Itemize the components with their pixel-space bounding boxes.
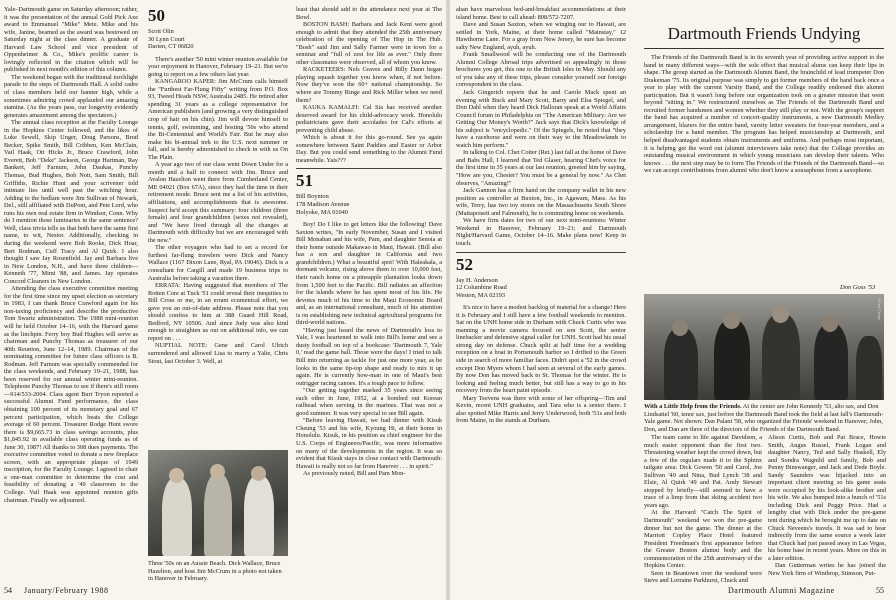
right-column-2 <box>644 434 762 584</box>
paragraph: BOSTON BASH: Barbara and Jack Kent were good enough to admit that they attended the 25th anniversary celebration of the opening of The Hop in The Hub. "Bosh" said Jim and Sally Farmer were in town for a seminar and "full of zest for life as ever." Only three other classmates were observed, all of whom you know. <box>296 21 442 66</box>
paragraph: KAUKA KAMALFI: Cal Sia has received another deserved award for his child-advocacy work. Honolulu pediatricians gave their accolades for Cal's efforts at preventing child abuse. <box>296 104 442 134</box>
photo-caption: Three '50s on an Aussie Beach. Dick Wallace, Bruce Hazelton, and host Jim McCrum in a photo not taken in Hanover in February. <box>148 560 282 582</box>
address-line: 178 Madison Avenue <box>296 201 350 209</box>
paragraph: ahan have marvelous bed-and-breakfast accommodations at their island home. Best to call ahead: 808/572-7207. <box>456 6 626 21</box>
paragraph: Attending the class executive committee meeting for the first time since my upset election as secretary in 1983, I can thank Bruce Crawford again for his non-taxing proficiency and describe the productive Tom Swartz administration. The 1988 mini-reunion will be held October 14–16, with the Harvard game as the linchpin. Ferry boy Bud Hughes will serve as chairman and Punchy Thomas as treasurer of our 40th Reunion, June 12–14, 1989. Chairman of the nominating committee for future class officers is B. Rodman. Jeff Farnum was specially commended for the class weekends, and February 19–21, 1988, has been reserved for our annual winter mini-reunion. Telephone Punchy Thomas to see if there's still room—914/533-2004. Class agent Burt Tryon reported a successful Alumni Fund performance, the class obtaining 100 percent of its monetary goal and 67 percent participation, which beats the College average of 60 percent. Treasurer Rodge Hunt swore there is $9,665.73 in class savings accounts, plus $1,845.92 in available class operating funds as of June 30, 1987! All thanks to 308 dues payments. The executive committee voted to donate a new fireplace screen, with an appropriate plaque of 1949 inscription, for the Faculty Lounge. I agreed to chair a one-man committee to determine the cost and feasibility of donating a '49 classroom to the College. Vail Haak was appointed reunion gifts chairman. Finally we adjourned. <box>4 285 138 504</box>
class-secretary-address <box>148 28 288 51</box>
band-photo <box>644 294 884 400</box>
right-column-1 <box>456 6 626 582</box>
class-number: 52 <box>456 254 473 274</box>
paragraph: There's another '50 mini winter reunion available for your enjoyment in Hanover, February 19–21. But we're going to report on a few others last year. <box>148 55 288 78</box>
class-secretary-address <box>296 193 442 216</box>
magazine-name: Dartmouth Alumni Magazine <box>728 586 835 595</box>
paragraph: The weekend began with the traditional torchlight parade to the steps of Dartmouth Hall. A solid cadre of class members held our banner high, while a sometimes admiring crowd applauded our amazing stamina. (As the years pass, our longevity evidently generates amazement among the spectators.) <box>4 73 138 119</box>
class-number: 51 <box>296 171 313 191</box>
section-divider <box>456 252 626 253</box>
left-column-3 <box>296 6 442 582</box>
address-line: Jay H. Anderson <box>456 276 498 284</box>
paragraph: NUPTIAL NOTE: Gene and Carol Ulrich surrendered and allowed Lisa to marry a Yalie, Chris Stout, last October 3. Well, at <box>148 342 288 365</box>
paragraph: Dan Gutterman writes he has joined the New York firm of Winthrop, Stimson, Put- <box>768 562 886 577</box>
right-column-3 <box>768 434 886 584</box>
section-divider <box>296 168 442 169</box>
paragraph: ERRATA: Having suggested that members of The Rotten Core at Tuck '51 could reveal their inequities to Bill Cross or me, in an errant ecumenical effort, we gave you an out-of-date address. Please note that you should confess to him at 388 Guard Hill Road, Bedford, NY 10506. And since Judy was also kind enough to straighten us out on additional info, we can report on . . . <box>148 282 288 342</box>
feature-author-credit: Don Goss '53 <box>840 284 876 291</box>
address-line: Holyoke, MA 01040 <box>296 208 348 216</box>
paragraph: Boy! Do I like to get letters like the following! Dave Saxton writes, "In early November, Susan and I visited Bill Monahan and his wife, Pam, and daughter Senoia at their home outside Makawao in Maui, Hawaii. (Bill also has a son and daughter in California and two grandchildren.) What a beautiful spot! With Haleakala, a dormant volcano, rising above them to over 10,000 feet, their ranch home on a pineapple plantation looks down from 1,500 feet to the Pacific. Bill radiates an affection for the islands where he has spent most of his life. He devotes much of his time to the Maui Economic Board and, as an international consultant, much of his attention is on establishing new technical agricultural programs for third-world nations. <box>296 221 442 327</box>
paragraph: Alison Curtis, Bob and Pat Brace, Howie Smith, Angus Russel, Frank Logan and daughter Nancy, Ted and Sally Haskell, Ely and Sondra Wagnild and family, Bob and Penny Binswanger, and Jack and Dede Boyle. Sandy Saunders was hijacked into an important client meeting so his game seats were occupied by his look-alike brother and his wife. We also bumped into a bunch of '51s including Dick and Peggy Price. Had a lengthy chat with Dick under the pre-game tent during which he brought me up to date on Chuck Neveens's travels. It was sad to hear indirectly from the same source a week later that Chuck had just passed away in Las Vegas, his home base in recent years. More on this in a later edition. <box>768 434 886 562</box>
page-number: 54 <box>4 586 12 595</box>
paragraph: It's nice to have a modest backlog of material for a change! Here it is February and I still have a few football weekends to mention. Sat on the UNH home side in Durham with Chuck Curtis who was manning a movie camera focused on son Scott, the senior linebacker and defensive signal caller for UNH. Scott had his usual strong day on defense. Chuck split at half time for a wedding reception on a boat in Portsmouth harbor so I drifted to the Green side in search of more familiar faces. Didn't spot a '52 in the crowd except Don Myers whom I had seen at several of the early games. By now Don has moved back to St. Thomas for the winter. He is looking and feeling much better, but still has a way to go in his recovery from the heart paint episode. <box>456 304 626 395</box>
paragraph: RACKETEERS: Nels Graves and Billy Dann began playing squash together you know when, if not before. Now they've won the 60+ national championship. So where are Tommy Ringe and Rick Miller when we need them? <box>296 66 442 104</box>
paragraph: A year ago two of our class went Down Under for a month and a half to connect with Jim. Bruce and Avalon Hazelton went there from Cumberland Center, ME 04021 (Box 67A), since they had the time in their retirement mode. Bruce sent me a list of his activities, affiliations, and accomplishments that is awesome. Suspect he'd accept this summary: four children (three female) and four grandchildren (sexes not revealed), and "We have lived through all the changes at Dartmouth with difficulty but we are encouraged with the new." <box>148 161 288 244</box>
caption-text: At the center are John Kennedy '53, alto sax, and Don Lindsattel '60, tenor sax, just before the Dartmouth Band took the field at last fall's Dartmouth-Yale game. Not shown: Dan Palant '58, who organized the Friends' weekend in Hanover; John, Don, and Dan are three of the directors of the Friends of the Dartmouth Band. <box>644 403 884 433</box>
paragraph: "Before leaving Hawaii, we had dinner with Kisuk Cheung '53 and his wife, Kyoung Hi, at their home in Honolulu. Kisuk, in his position as chief engineer for the U.S. Corps of Engineers/Pacific, was more informative on many of the developments in the region. It was so evident that Kisuk stays in close contact with Dartmouth: Hawaii is really not so far from Hanover . . . in spirit." <box>296 417 442 470</box>
left-column-2 <box>148 6 288 446</box>
address-line: Bill Boynton <box>296 193 329 201</box>
caption-lead: With a Little Help from the Friends. <box>644 403 742 410</box>
paragraph: As previously noted, Bill and Pam Mon- <box>303 470 406 478</box>
class-number: 50 <box>148 6 165 25</box>
class-secretary-address <box>456 277 626 300</box>
paragraph: Jack Gannon has a firm hand on the company wallet in his new position as controller at Buxton, Inc., in Agawam, Mass. As his wife, Terry, has two toy stores on the Massachusetts South Shore (Mattapoisett and Falmouth), he is commuting home on weekends. <box>456 187 626 217</box>
paragraph: The team came to life against Davidson, a much easier opponent than the first two. Threatening weather kept the crowd down, but a few of the regulars made it to the Sphinx tailgate area: Dick Gowen '50 and Carol, Joe Sullivan '49 and Nina, Bud Lynch '38 and Elsie, Al Quirk '49 and Pat. Andy Stewart stopped by briefly—still seemed to have a trace of a limp from that skiing accident two years ago. <box>644 434 762 509</box>
address-line: Weston, MA 02193 <box>456 291 505 299</box>
address-line: 30 Lynn Court <box>148 35 185 43</box>
aussie-beach-photo <box>148 450 288 556</box>
page-number: 55 <box>876 586 884 595</box>
paragraph: In talking to Col. Chet Cotter (Ret.) last fall at the home of Dave and Babs Hall, I learned that Ted Glaser, hearing Chet's voice for the first time in 35 years at our last reunion, greeted him by saying, "How are you, Chester? You must be a general by now." As Chet observes, "Amazing!" <box>456 149 626 187</box>
paragraph: Frank Smallwood will be conducting one of the Dartmouth Alumni College Abroad trips advertised so appealingly in those brochures you get, this one to the British Isles in May. Should any of you take any of these trips, please consider yourself our foreign correspondent to the class. <box>456 51 626 89</box>
paragraph: Which is about it for this go-round. See ya again somewhere between Saint Paddies and Easter or Arbor Day. But you could send something to the Alumni Fund meanwhile. Yais??? <box>296 134 442 164</box>
paragraph: KANGAROO KAPER: Jim McCrum calls himself the "Furthest Far-Flung Fifty" writing from P.O. Box 93, Tweed Heads NSW, Australia 2485. He retired after spending 31 years as a college representative for American publishers (and growing a very distinguished crop of hair on his chin). Jim will devote himself to tennis, golf, swimming, and hosting '50s who attend the Bi-Centennial and World's Fair. But he may also make his bi-annual trek to the U.S. next summer or fall, and is hereby admonished to check in with us On The Plain. <box>148 78 288 161</box>
photo-credit: Allen Crane <box>877 298 882 320</box>
paragraph: Dave and Susan Saxton, when we winging our to Hawaii, are settled in York, Maine, at their home called "Mainstay," 12 Hawthorne Lane. For a gray from New Jersey, he sure has become salty New England, ayuh, ayuh. <box>456 21 626 51</box>
feature-title: Dartmouth Friends Undying <box>644 24 884 49</box>
address-line: Scott Olin <box>148 28 174 35</box>
issue-date: January/February 1988 <box>24 586 109 595</box>
paragraph: The other voyagers who had to set a record for furthest far-flung travelers were Dick and Nancy Wallace (1167 Dixon Lane, Ryal, PA 19046). Dick is a consultant for Cargill and made 19 business trips to Australia before taking a vacation there. <box>148 244 288 282</box>
paragraph: "Having just heard the news of Dartmouth's loss to Yale, I was heartened to walk into Bill's home and see a dusty football on top of a bookcase: 'Dartmouth 7, Yale 0,' read the game ball. Those were the days! I tried to talk Bill into returning as tackle for just one more year, as he looks in the same tip-top shape and ready to mix it up again. He is currently how-man in one of Maui's best outrigger racing canoes. It's a tough pace to follow. <box>296 326 442 387</box>
paragraph: Yale–Dartmouth game on Saturday afternoon; rather, it was the presentation of the annual Gold Pick Axe award to Emmanuel "Mike" Mete. Mike and his wife, Janine, beamed as the award was bestowed on Saturday night at the class dinner. A graduate of Harvard Law School and vice president of Oppenheimer & Co., Mike's prolific career is lovingly reflected in the citation which will be published in next month's edition of this column. <box>4 6 138 74</box>
band-photo-caption <box>644 403 884 433</box>
feature-body <box>644 54 884 280</box>
paragraph: "Our getting together marked 35 years since seeing each other in June, 1952, at a bombed out Korean railhead when serving in the marines. That was not a good summer. It was very special to see Bill again. <box>296 387 442 417</box>
address-line: Darien, CT 06820 <box>148 43 194 51</box>
paragraph: Jack Gingerich reports that he and Carole Mack spent an evening with Buck and Mary Scott, Barry and Elsa Spiegel, and Don Dahl when they heard Dick Halloran speak at a World Affairs Council forum in Philadelphia on "The American Military: Are we Getting Our Money's Worth?" Jack says that Dick's knowledge of his subject is "encyclopedic." Of the Spiegels, he noted that "they have a racehorse and were on their way to the Meadowlands to watch him perform." <box>456 89 626 149</box>
left-column-1 <box>4 6 138 582</box>
paragraph: At the Harvard "Catch The Spirit of Dartmouth" weekend we won the pre-game dinner but not the game. The dinner at the Marriott Copley Place Hotel featured President Freedman's first appearance before the Greater Boston alumni body and the commemoration of the 25th anniversary of the Hopkins Center. <box>644 509 762 570</box>
paragraph: The annual class reception at the Faculty Lounge in the Hopkins Center followed, and the likes of Luke Sewell, Skip Unger, Doug Parsons, Brud Becker, Spike Smith, Bill Cribben, Ken McClain, Vail Haak, Ott Hicks Jr., Bruce Crawford, John Everett, Bob "Deke" Jackson, George Hartman, Ray Bankert, Jeff Farnum, John Daukas, Punchy Thomas, Bud Hughes, Bob Nott, Sam Smith, Bill Griffiths, Richie Hunt and your scrivener told intimate lies until well past the witching hour. Adding to the bedlam were Jim Sullivan of Newark, Del., still affiliated with DuPont, and Pete Lord, who runs his own real estate firm in Windsor, Conn. Why do I mention those luminaries in the same sentence? Well, class trivia tells us that both have the same first name, to wit, Nestor. Additionally, checking in during the weekend were Bob Rooke, Dick Hoar, Bert Rodman, Cuff Tracy and Al Quirk. I also thought I saw Jay Rosenfield. Jay and Barbara live in New London, N.H., and have three children—Kenneth '77, Mimi '88, and James. Jay operates Concord Cleaners in New London. <box>4 119 138 285</box>
paragraph: Mary Teevens was there with some of her offspring—Tim and Kevin, recent UNH graduates, and Tara who is a senior there. I also spotted Mike Harris and Jerry Underwood, both '51s and both from Maine, in the stands at Durham. <box>456 394 626 425</box>
paragraph: We have firm dates for two of our next mini-reunions: Winter Weekend in Hanover, February 19–21; and Dartmouth Night/Harvard Game, October 14–16. Make plans now! Keep in touch. <box>456 217 626 247</box>
address-line: 12 Columbine Road <box>456 284 507 292</box>
paragraph: least that should add to the attendance next year at The Bowl. <box>296 6 442 21</box>
paragraph: Seen in Beantown over the weekend were Steve and Lorraine Parkhurst, Chuck and <box>644 569 762 584</box>
paragraph: The Friends of the Dartmouth Band is in its seventh year of providing active support to the band in many different ways—with the sole effect that musical alums can keep their lips in shape. The group started as the Dartmouth Alumni Band, the brainchild of lead trumpeter Don Drakeman '75. Its original purpose was simply to get former members of the band back once a year to play with the current Varsity Band, and the College readily endorsed this alumni participation. But it wasn't long before our organization took on a greater mission that went beyond "sitting in." We restructured ourselves as The Friends of the Dartmouth Band and recruited former bandsmen and women whether they still play or not. With the group's support the band has acquired a number of concert-quality instruments, a new Dartmouth Medley arrangement, blazers for the entire band, varsity letter sweaters for four-year members, and a scholarship for a band member. The program has helped musicianship at Dartmouth, and helped disadvantaged students obtain instruments and uniforms. And perhaps most important, it is helping get the word out (alumni interviewers take note) that the College provides an outstanding musical environment in which young musicians can develop their talents. Who knows . . . the next step may be to form The Friends of the Friends of the Dartmouth Band—so we can accept contributions from alumni who don't know a sousaphone from a saxophone. <box>644 54 884 175</box>
